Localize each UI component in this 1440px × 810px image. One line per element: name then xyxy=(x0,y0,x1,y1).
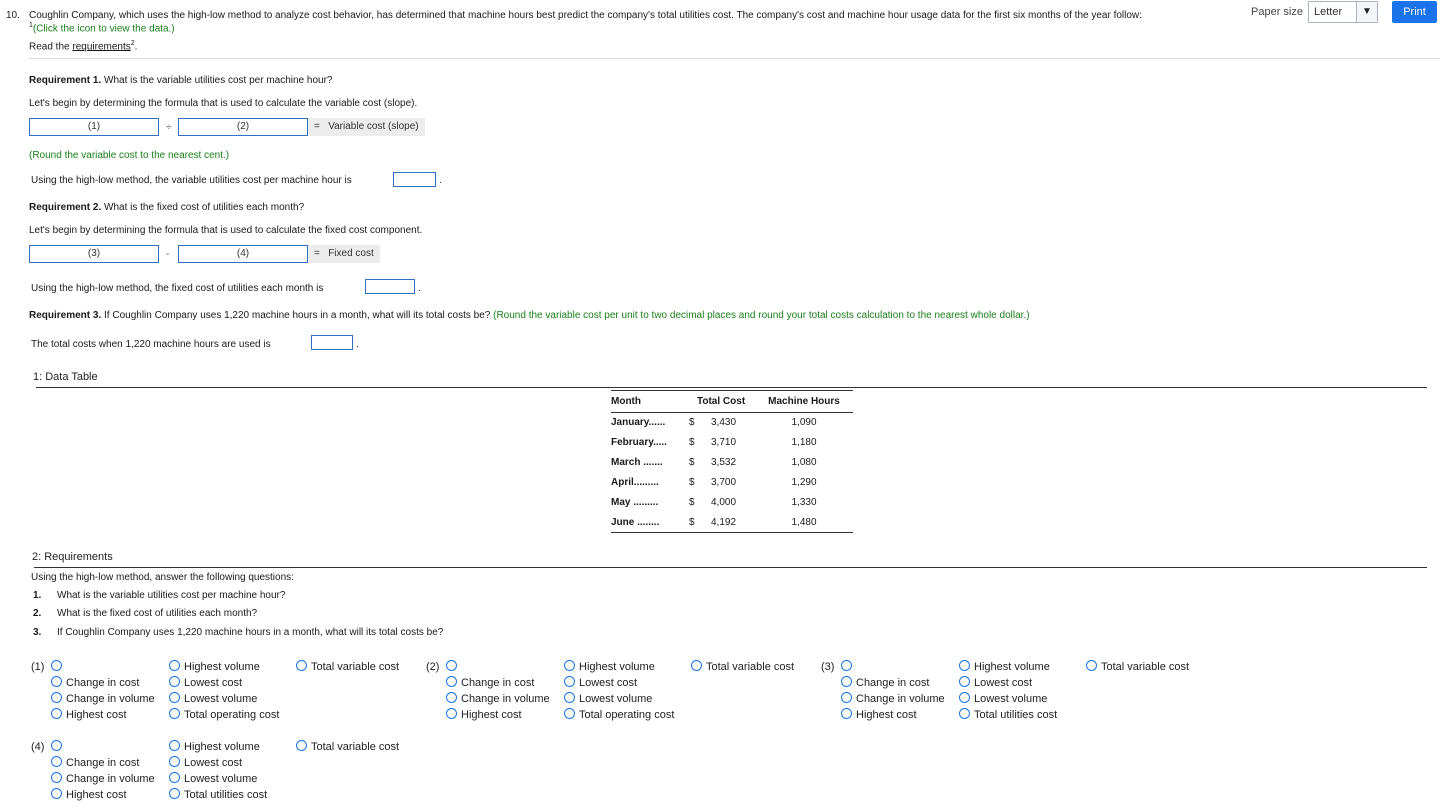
radio-circle-icon[interactable] xyxy=(564,660,575,671)
paper-size-select[interactable] xyxy=(1308,1,1378,23)
req1-heading: Requirement 1. xyxy=(29,75,102,86)
radio-circle-icon[interactable] xyxy=(446,676,457,687)
req1-period: . xyxy=(439,175,442,186)
req3-round-note: (Round the variable cost per unit to two decimal places and round your total costs calculation to the nearest whole dollar.) xyxy=(490,310,1030,321)
radio-option-g3-lowest-cost[interactable] xyxy=(959,676,1032,690)
radio-circle-icon[interactable] xyxy=(296,740,307,751)
radio-option-g3-total-utilities-cost[interactable] xyxy=(959,708,1057,722)
req2-answer-text: Using the high-low method, the fixed cost of utilities each month is xyxy=(31,283,324,294)
radio-circle-icon[interactable] xyxy=(959,676,970,687)
radio-label: Change in cost xyxy=(856,677,930,689)
choice-group-label-g2: (2) xyxy=(426,661,440,673)
radio-option-g2-highest-cost[interactable] xyxy=(446,708,522,722)
radio-circle-icon[interactable] xyxy=(169,788,180,799)
fixed-cost-label: Fixed cost xyxy=(328,248,374,259)
minus-operator: - xyxy=(166,249,170,260)
radio-circle-icon[interactable] xyxy=(51,692,62,703)
row-total-cost: 4,192 xyxy=(711,513,755,533)
radio-option-g1-change-in-volume[interactable] xyxy=(51,692,155,706)
row-dollar: $ xyxy=(689,417,695,429)
radio-circle-icon[interactable] xyxy=(51,788,62,799)
radio-circle-icon[interactable] xyxy=(51,772,62,783)
divide-operator: ÷ xyxy=(166,122,172,133)
row-machine-hours: 1,480 xyxy=(755,513,853,533)
radio-option-g3-blank[interactable] xyxy=(841,660,856,674)
radio-option-g4-change-in-volume[interactable] xyxy=(51,772,155,786)
row-leader-dots: ......... xyxy=(633,477,659,488)
radio-label: Change in cost xyxy=(66,677,140,689)
dropdown-arrow-icon[interactable]: ▼ xyxy=(1356,2,1377,22)
table-header-row xyxy=(611,391,853,413)
radio-label: Lowest volume xyxy=(184,693,258,705)
row-month-name: May xyxy=(611,497,631,508)
paper-size-label: Paper size xyxy=(1251,6,1303,18)
formula-box-3[interactable]: (3) xyxy=(29,245,159,263)
radio-circle-icon[interactable] xyxy=(169,740,180,751)
radio-label: Total utilities cost xyxy=(184,789,268,801)
header-total-cost-text: Total Cost xyxy=(697,396,746,407)
formula-box-2[interactable]: (2) xyxy=(178,118,308,136)
data-table-rule xyxy=(36,387,1427,388)
radio-option-g4-total-utilities-cost[interactable] xyxy=(169,788,267,802)
row-total-cost: 3,430 xyxy=(711,417,737,429)
radio-label: Change in volume xyxy=(66,773,155,785)
row-dollar: $ xyxy=(689,457,695,468)
req3-question-text: If Coughlin Company uses 1,220 machine hours in a month, what will its total costs be? xyxy=(101,310,491,321)
row-machine-hours: 1,090 xyxy=(791,417,817,429)
header-total-cost xyxy=(697,391,755,413)
radio-circle-icon[interactable] xyxy=(841,708,852,719)
requirements-title: 2: Requirements xyxy=(32,551,113,563)
radio-option-g2-blank[interactable] xyxy=(446,660,461,674)
radio-label: Highest volume xyxy=(579,661,655,673)
radio-option-g4-highest-volume[interactable] xyxy=(169,740,260,754)
radio-label: Lowest cost xyxy=(184,677,243,689)
radio-circle-icon[interactable] xyxy=(51,708,62,719)
table-row xyxy=(611,413,853,433)
radio-option-g2-lowest-cost[interactable] xyxy=(564,676,637,690)
header-machine-hours: Machine Hours xyxy=(755,391,853,413)
radio-circle-icon[interactable] xyxy=(169,772,180,783)
table-row xyxy=(611,493,853,513)
radio-circle-icon[interactable] xyxy=(296,660,307,671)
table-row xyxy=(611,513,853,533)
radio-circle-icon[interactable] xyxy=(841,660,852,671)
row-leader-dots: ...... xyxy=(648,417,666,429)
radio-circle-icon[interactable] xyxy=(841,676,852,687)
radio-circle-icon[interactable] xyxy=(959,708,970,719)
req3-heading: Requirement 3. xyxy=(29,310,102,321)
req2-question xyxy=(29,202,304,213)
radio-label: Change in volume xyxy=(66,693,155,705)
radio-label: Total utilities cost xyxy=(974,709,1058,721)
data-footnote[interactable] xyxy=(29,22,175,34)
equals-sign: = xyxy=(314,248,320,259)
total-costs-answer-input[interactable] xyxy=(311,335,353,350)
radio-label: Change in cost xyxy=(66,757,140,769)
requirements-link[interactable]: requirements xyxy=(72,41,131,53)
row-month-name: January xyxy=(611,417,649,429)
radio-label: Highest volume xyxy=(184,661,260,673)
radio-circle-icon[interactable] xyxy=(841,692,852,703)
radio-circle-icon[interactable] xyxy=(169,756,180,767)
radio-circle-icon[interactable] xyxy=(169,676,180,687)
requirement-item xyxy=(33,590,285,601)
req1-answer-text: Using the high-low method, the variable utilities cost per machine hour is xyxy=(31,175,352,186)
radio-circle-icon[interactable] xyxy=(169,692,180,703)
requirement-item xyxy=(33,608,257,619)
radio-circle-icon[interactable] xyxy=(51,756,62,767)
table-row xyxy=(611,453,853,473)
divider xyxy=(29,58,1440,59)
radio-option-g1-blank[interactable] xyxy=(51,660,66,674)
radio-option-g4-highest-cost[interactable] xyxy=(51,788,127,802)
radio-option-g3-highest-cost[interactable] xyxy=(841,708,917,722)
radio-label: Total operating cost xyxy=(184,709,280,721)
question-text: Coughlin Company, which uses the high-low method to analyze cost behavior, has determined that machine hours best predict the company's total utilities cost. The company's cost and machine hour usage data for the first six months of the year follow: xyxy=(29,10,1142,21)
radio-circle-icon[interactable] xyxy=(446,708,457,719)
radio-circle-icon[interactable] xyxy=(51,660,62,671)
radio-label: Total variable cost xyxy=(311,741,400,753)
req2-heading: Requirement 2. xyxy=(29,202,102,213)
radio-label: Highest volume xyxy=(184,741,260,753)
choice-group-label-g4: (4) xyxy=(31,741,45,753)
requirement-num: 3. xyxy=(33,627,42,638)
radio-option-g4-lowest-cost[interactable] xyxy=(169,756,242,770)
row-total-cost: 3,700 xyxy=(711,477,737,488)
radio-label: Highest volume xyxy=(974,661,1050,673)
radio-option-g3-change-in-cost[interactable] xyxy=(841,676,929,690)
req2-question-text: What is the fixed cost of utilities each month? xyxy=(101,202,305,213)
question-number: 10. xyxy=(6,10,20,21)
radio-circle-icon[interactable] xyxy=(51,676,62,687)
row-machine-hours: 1,180 xyxy=(791,437,817,448)
radio-label: Change in volume xyxy=(461,693,550,705)
radio-label: Lowest cost xyxy=(184,757,243,769)
formula-box-4[interactable]: (4) xyxy=(178,245,308,263)
requirements-marker: 2 xyxy=(130,40,135,47)
row-month-name: April xyxy=(611,477,634,488)
row-leader-dots: ....... xyxy=(640,457,663,468)
radio-label: Change in volume xyxy=(856,693,945,705)
paper-size-value: Letter xyxy=(1314,6,1343,18)
choice-group-label-g1: (1) xyxy=(31,661,45,673)
fixed-cost-result xyxy=(308,245,380,263)
radio-option-g3-total-variable-cost[interactable] xyxy=(1086,660,1189,674)
radio-option-g4-lowest-volume[interactable] xyxy=(169,772,257,786)
row-month xyxy=(611,513,689,533)
req1-question xyxy=(29,75,332,86)
radio-option-g3-lowest-volume[interactable] xyxy=(959,692,1047,706)
req1-intro: Let's begin by determining the formula that is used to calculate the variable cost (slope). xyxy=(29,98,418,109)
row-leader-dots: ......... xyxy=(630,497,659,508)
radio-label: Highest cost xyxy=(461,709,522,721)
req3-period: . xyxy=(356,339,359,350)
radio-label: Total variable cost xyxy=(706,661,795,673)
radio-circle-icon[interactable] xyxy=(691,660,702,671)
requirement-num: 2. xyxy=(33,608,42,619)
row-month xyxy=(611,433,689,453)
row-dollar: $ xyxy=(689,497,695,508)
row-total-cost: 4,000 xyxy=(711,497,737,508)
footnote-text: (Click the icon to view the data.) xyxy=(32,23,175,35)
fixed-cost-answer-input[interactable] xyxy=(365,279,415,294)
radio-circle-icon[interactable] xyxy=(959,660,970,671)
formula-box-1[interactable]: (1) xyxy=(29,118,159,136)
radio-label: Total variable cost xyxy=(311,661,400,673)
radio-option-g2-lowest-volume[interactable] xyxy=(564,692,652,706)
radio-option-g4-change-in-cost[interactable] xyxy=(51,756,139,770)
row-month-name: March xyxy=(611,457,641,468)
requirement-text: What is the fixed cost of utilities each month? xyxy=(57,608,258,619)
read-requirements xyxy=(29,40,137,52)
radio-circle-icon[interactable] xyxy=(564,676,575,687)
footnote-marker: 1 xyxy=(29,22,33,29)
radio-option-g3-change-in-volume[interactable] xyxy=(841,692,945,706)
row-total-cost: 3,710 xyxy=(711,437,737,448)
radio-label: Total variable cost xyxy=(1101,661,1190,673)
radio-circle-icon[interactable] xyxy=(564,692,575,703)
radio-circle-icon[interactable] xyxy=(959,692,970,703)
variable-cost-answer-input[interactable] xyxy=(393,172,436,187)
variable-cost-label: Variable cost (slope) xyxy=(328,121,419,132)
req2-period: . xyxy=(418,283,421,294)
radio-option-g2-highest-volume[interactable] xyxy=(564,660,655,674)
round-note: (Round the variable cost to the nearest cent.) xyxy=(29,150,230,161)
radio-circle-icon[interactable] xyxy=(446,692,457,703)
radio-option-g1-highest-volume[interactable] xyxy=(169,660,260,674)
radio-circle-icon[interactable] xyxy=(51,740,62,751)
requirements-intro: Using the high-low method, answer the following questions: xyxy=(31,572,294,583)
radio-label: Highest cost xyxy=(66,789,127,801)
radio-option-g4-blank[interactable] xyxy=(51,740,66,754)
row-dollar: $ xyxy=(689,477,695,488)
radio-label: Lowest cost xyxy=(974,677,1033,689)
req3-question xyxy=(29,310,1030,321)
radio-label: Change in cost xyxy=(461,677,535,689)
radio-option-g1-total-variable-cost[interactable] xyxy=(296,660,399,674)
req1-question-text: What is the variable utilities cost per machine hour? xyxy=(101,75,333,86)
radio-option-g4-total-variable-cost[interactable] xyxy=(296,740,399,754)
table-row xyxy=(611,473,853,493)
equals-sign: = xyxy=(314,121,320,132)
radio-option-g3-highest-volume[interactable] xyxy=(959,660,1050,674)
radio-circle-icon[interactable] xyxy=(169,708,180,719)
radio-option-g1-total-operating-cost[interactable] xyxy=(169,708,279,722)
row-month xyxy=(611,413,689,433)
radio-circle-icon[interactable] xyxy=(1086,660,1097,671)
radio-option-g2-total-operating-cost[interactable] xyxy=(564,708,674,722)
radio-label: Lowest cost xyxy=(579,677,638,689)
requirements-rule xyxy=(34,567,1427,568)
radio-option-g1-lowest-volume[interactable] xyxy=(169,692,257,706)
row-leader-dots: ..... xyxy=(653,437,667,448)
req2-intro: Let's begin by determining the formula that is used to calculate the fixed cost component. xyxy=(29,225,423,236)
radio-circle-icon[interactable] xyxy=(564,708,575,719)
requirement-text: What is the variable utilities cost per machine hour? xyxy=(57,590,286,601)
radio-label: Total operating cost xyxy=(579,709,675,721)
row-month xyxy=(611,493,689,513)
row-month-name: February xyxy=(611,437,654,448)
req3-answer-text: The total costs when 1,220 machine hours are used is xyxy=(31,339,271,350)
radio-option-g2-total-variable-cost[interactable] xyxy=(691,660,794,674)
row-leader-dots: ........ xyxy=(634,516,660,528)
radio-option-g2-change-in-volume[interactable] xyxy=(446,692,550,706)
row-dollar: $ xyxy=(689,437,695,448)
row-total-cost: 3,532 xyxy=(711,457,737,468)
data-table-title: 1: Data Table xyxy=(33,371,98,383)
row-month xyxy=(611,453,689,473)
read-suffix: . xyxy=(134,41,138,53)
row-month-name: June xyxy=(611,516,635,528)
choice-group-label-g3: (3) xyxy=(821,661,835,673)
requirement-item xyxy=(33,627,443,638)
row-machine-hours: 1,290 xyxy=(791,477,817,488)
radio-option-g1-change-in-cost[interactable] xyxy=(51,676,139,690)
radio-circle-icon[interactable] xyxy=(446,660,457,671)
header-month: Month xyxy=(611,391,689,413)
radio-label: Lowest volume xyxy=(184,773,258,785)
data-table xyxy=(611,390,853,533)
table-row xyxy=(611,433,853,453)
row-machine-hours: 1,080 xyxy=(791,457,817,468)
row-dollar: $ xyxy=(689,513,711,533)
radio-option-g2-change-in-cost[interactable] xyxy=(446,676,534,690)
radio-option-g1-lowest-cost[interactable] xyxy=(169,676,242,690)
radio-label: Highest cost xyxy=(66,709,127,721)
print-button[interactable]: Print xyxy=(1392,1,1437,23)
radio-label: Lowest volume xyxy=(974,693,1048,705)
radio-label: Highest cost xyxy=(856,709,917,721)
variable-cost-result xyxy=(308,118,425,136)
requirement-text: If Coughlin Company uses 1,220 machine hours in a month, what will its total costs be? xyxy=(57,627,444,638)
radio-label: Lowest volume xyxy=(579,693,653,705)
radio-option-g1-highest-cost[interactable] xyxy=(51,708,127,722)
read-prefix: Read the xyxy=(29,41,73,53)
row-machine-hours: 1,330 xyxy=(791,497,817,508)
radio-circle-icon[interactable] xyxy=(169,660,180,671)
requirement-num: 1. xyxy=(33,590,42,601)
row-month xyxy=(611,473,689,493)
